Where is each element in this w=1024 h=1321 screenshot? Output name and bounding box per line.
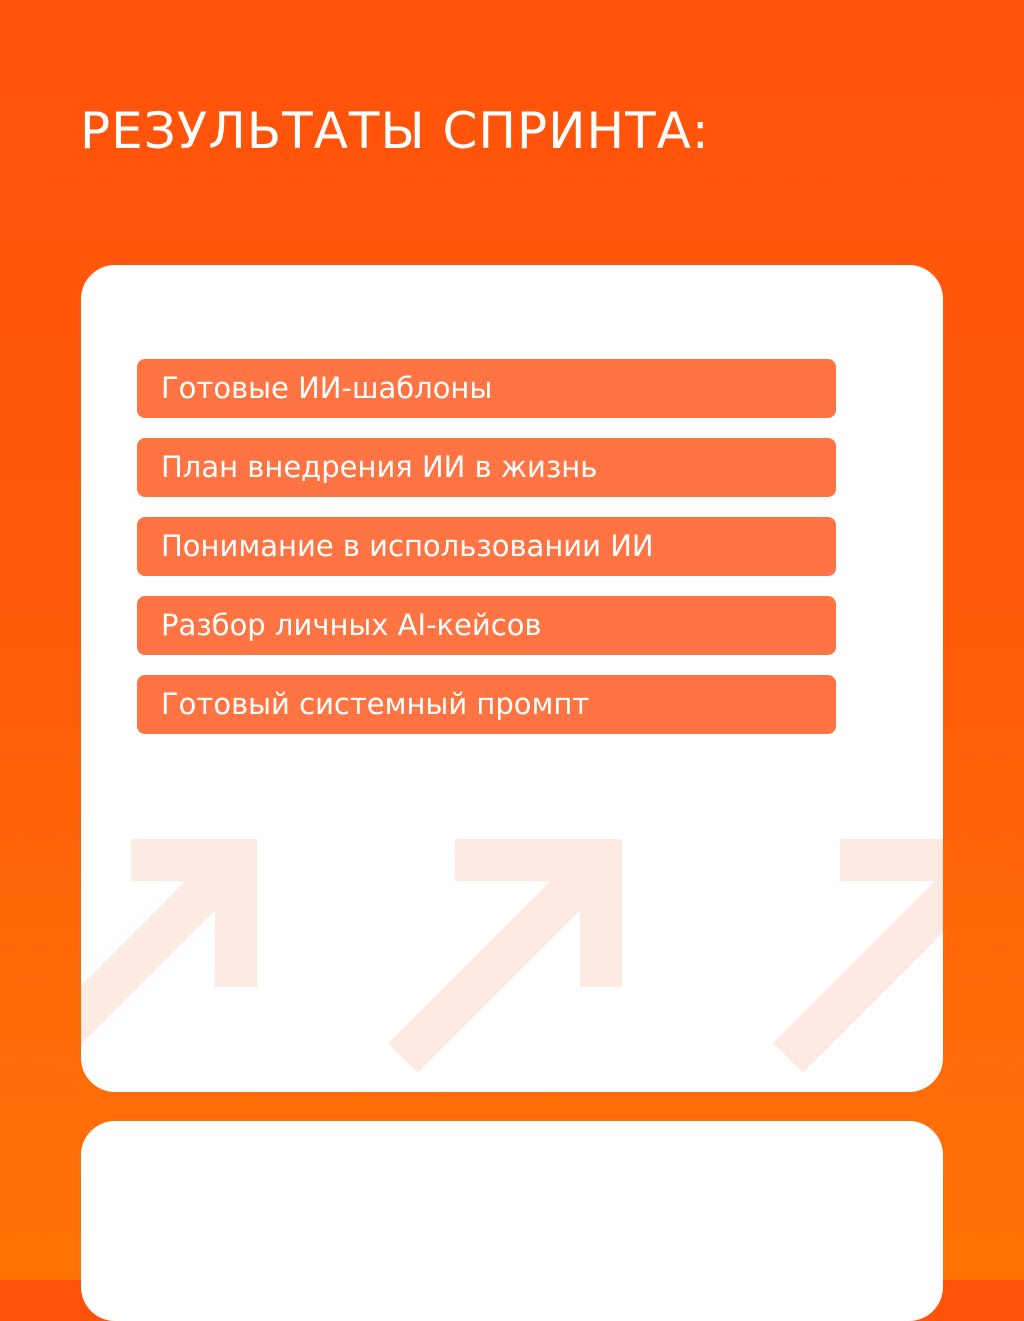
arrow-up-right-icon <box>788 860 943 1058</box>
arrow-up-right-icon <box>81 860 236 1092</box>
next-card <box>81 1121 943 1321</box>
result-item-ai-adoption-plan: План внедрения ИИ в жизнь <box>137 438 836 497</box>
results-list <box>137 359 836 754</box>
result-item-ai-templates: Готовые ИИ-шаблоны <box>137 359 836 418</box>
result-item-ai-case-review: Разбор личных AI-кейсов <box>137 596 836 655</box>
result-item-system-prompt: Готовый системный промпт <box>137 675 836 734</box>
result-item-ai-usage-understanding: Понимание в использовании ИИ <box>137 517 836 576</box>
results-card <box>81 265 943 1092</box>
arrow-up-right-icon <box>403 860 601 1058</box>
page-title: РЕЗУЛЬТАТЫ СПРИНТА: <box>80 102 710 160</box>
